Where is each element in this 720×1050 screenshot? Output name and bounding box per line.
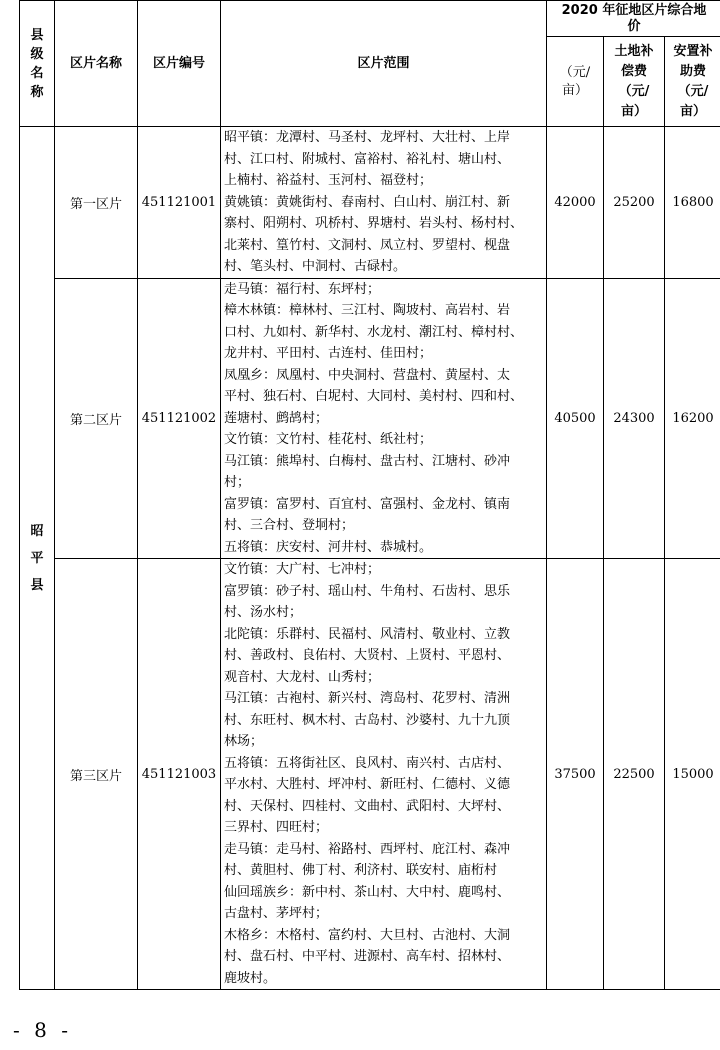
price-resettle: 16200 [665, 278, 720, 559]
price-resettle: 15000 [665, 559, 720, 990]
scope-line: 樟木林镇：樟林村、三江村、陶坡村、高岩村、岩 [224, 303, 511, 318]
header-zone-name: 区片名称 [55, 1, 138, 127]
scope-line: 观音村、大龙村、山秀村； [224, 669, 381, 685]
scope-line: 凤凰乡：凤凰村、中央洞村、营盘村、黄屋村、太 [224, 367, 511, 383]
price-land: 25200 [604, 127, 665, 279]
scope-line: 村、盘石村、中平村、进源村、高车村、招林村、 [224, 949, 511, 964]
header-land-comp [604, 37, 665, 127]
price-land: 24300 [604, 278, 665, 559]
scope-line: 三界村、四旺村； [224, 820, 329, 835]
header-land-comp-text: 土地补偿费（元/亩） [614, 43, 654, 119]
scope-line: 富罗镇：富罗村、百宜村、富强村、金龙村、镇南 [224, 496, 511, 512]
scope-line: 昭平镇：龙潭村、马圣村、龙坪村、大壮村、上岸 [224, 130, 511, 145]
header-county [20, 1, 55, 127]
price-total: 37500 [547, 559, 604, 990]
price-total: 42000 [547, 127, 604, 279]
header-zone-code: 区片编号 [138, 1, 221, 127]
scope-line: 文竹镇：文竹村、桂花村、纸社村； [224, 432, 433, 447]
zone-scope [221, 127, 547, 279]
scope-line: 北莱村、篁竹村、文洞村、凤立村、罗望村、枧盘 [224, 237, 511, 253]
scope-line: 北陀镇：乐群村、民福村、风清村、敬业村、立教 [224, 626, 511, 642]
scope-line: 村、笔头村、中洞村、古碌村。 [224, 259, 407, 274]
scope-line: 五将镇：庆安村、河井村、恭城村。 [224, 539, 433, 555]
scope-line: 村、黄胆村、佛丁村、利济村、联安村、庙桁村 [224, 863, 498, 878]
scope-line: 村、三合村、登垌村； [224, 518, 355, 533]
scope-line: 平水村、大胜村、坪冲村、新旺村、仁德村、义德 [224, 777, 511, 792]
scope-line: 走马镇：福行村、东坪村； [224, 281, 381, 297]
scope-line: 口村、九如村、新华村、水龙村、潮江村、樟村村、 [224, 324, 524, 340]
scope-line: 村、东旺村、枫木村、古岛村、沙婆村、九十九顶 [224, 712, 511, 728]
zone-code: 451121002 [138, 278, 221, 559]
price-total: 40500 [547, 278, 604, 559]
zone-scope [221, 559, 547, 990]
table-row [20, 559, 720, 990]
header-county-text: 县级名称 [30, 27, 44, 100]
scope-line: 林场； [224, 734, 264, 749]
scope-line: 村、汤水村； [224, 605, 303, 620]
header-zone-scope: 区片范围 [221, 1, 547, 127]
scope-line: 村、江口村、附城村、富裕村、裕礼村、塘山村、 [224, 151, 511, 167]
table-row [20, 278, 720, 559]
header-resettle [665, 37, 720, 127]
scope-line: 莲塘村、鹧鸪村； [224, 410, 329, 426]
scope-line: 鹿坡村。 [224, 970, 277, 986]
scope-line: 平村、独石村、白坭村、大同村、美村村、四和村、 [224, 389, 524, 404]
county-name-cell [20, 127, 55, 990]
header-price-total-text: （元/亩） [559, 64, 591, 98]
scope-line: 走马镇：走马村、裕路村、西坪村、庇江村、森冲 [224, 841, 511, 857]
header-price-group [547, 1, 720, 37]
zone-name: 第二区片 [55, 278, 138, 559]
land-price-table [19, 0, 720, 990]
scope-line: 五将镇：五将街社区、良风村、南兴村、古店村、 [224, 755, 511, 771]
zone-code: 451121001 [138, 127, 221, 279]
scope-line: 龙井村、平田村、古连村、佳田村； [224, 346, 433, 361]
table-row [20, 127, 720, 279]
header-price-total [547, 37, 604, 127]
scope-line: 富罗镇：砂子村、瑶山村、牛角村、石齿村、思乐 [224, 583, 511, 599]
scope-line: 马江镇：熊埠村、白梅村、盘古村、江塘村、砂冲 [224, 453, 511, 469]
page-number: - 8 - [13, 1018, 72, 1042]
scope-line: 马江镇：古袍村、新兴村、湾岛村、花罗村、清洲 [224, 691, 511, 706]
zone-scope [221, 278, 547, 559]
scope-line: 仙回瑶族乡：新中村、茶山村、大中村、鹿鸣村、 [224, 884, 511, 900]
scope-line: 村； [224, 475, 251, 490]
zone-name: 第一区片 [55, 127, 138, 279]
zone-name: 第三区片 [55, 559, 138, 990]
scope-line: 寨村、阳朔村、巩桥村、界塘村、岩头村、杨村村、 [224, 216, 524, 231]
scope-line: 木格乡：木格村、富约村、大旦村、古池村、大洞 [224, 927, 511, 943]
scope-line: 村、天保村、四桂村、文曲村、武阳村、大坪村、 [224, 798, 511, 814]
county-name: 昭平县 [30, 523, 44, 593]
scope-line: 黄姚镇：黄姚街村、春南村、白山村、崩江村、新 [224, 194, 511, 210]
header-resettle-text: 安置补助费（元/亩） [673, 43, 713, 119]
scope-line: 村、善政村、良佑村、大贤村、上贤村、平恩村、 [224, 648, 511, 663]
scope-line: 古盘村、茅坪村； [224, 906, 329, 921]
scope-line: 上楠村、裕益村、玉河村、福登村； [224, 173, 433, 188]
header-price-group-text: 2020 年征地区片综合地价 [561, 2, 707, 34]
price-resettle: 16800 [665, 127, 720, 279]
price-land: 22500 [604, 559, 665, 990]
zone-code: 451121003 [138, 559, 221, 990]
scope-line: 文竹镇：大广村、七冲村； [224, 562, 381, 577]
